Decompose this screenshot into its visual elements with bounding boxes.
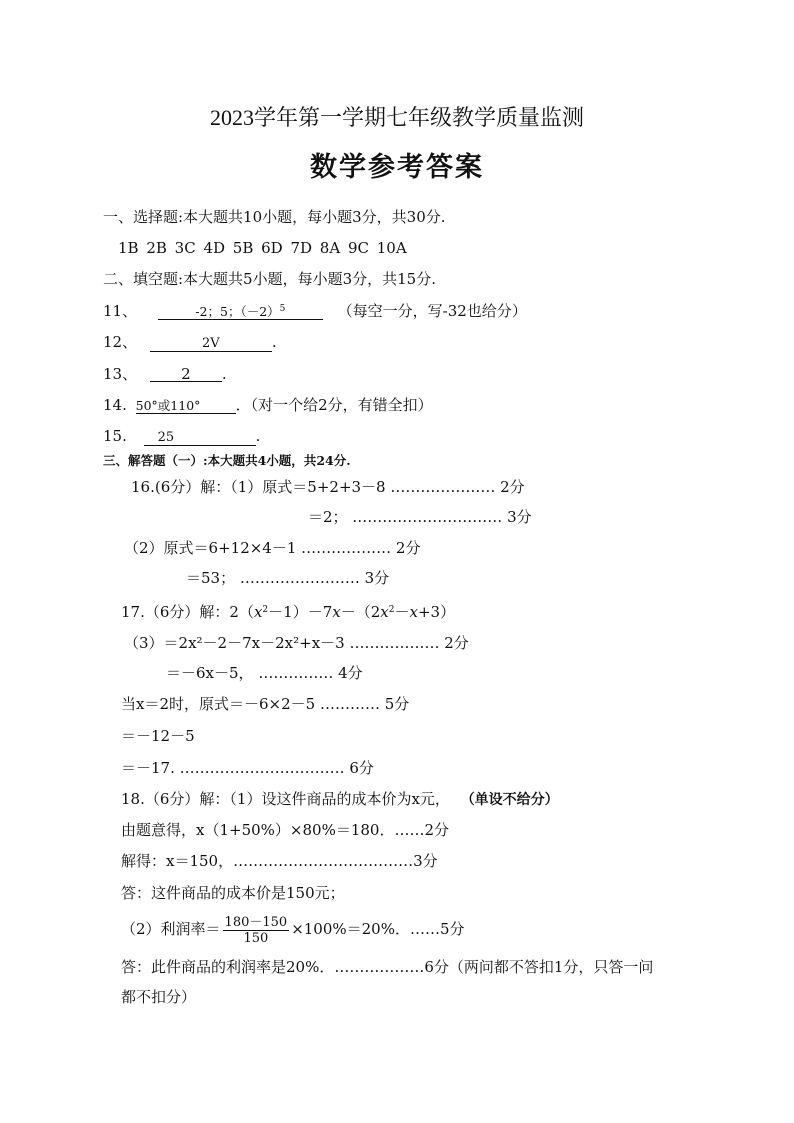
q15-answer: 25 [157,430,175,445]
q17-l1-exp2: 2 [388,605,395,615]
q17-l1-var4: x [409,603,418,621]
q13-answer-blank [150,364,222,382]
q16-line4: ＝53； …………………… 3分 [186,569,390,587]
q11-line [103,301,527,321]
section1-heading: 一、选择题:本大题共10小题，每小题3分，共30分. [103,208,446,226]
section3-heading: 三、解答题（一）:本大题共4小题，共24分. [103,453,351,468]
q17-l1-a: 17.（6分）解：2（ [121,603,254,621]
q17-l1-f: －（2 [340,603,381,621]
section1-answers: 1B 2B 3C 4D 5B 6D 7D 8A 9C 10A [118,239,407,257]
q17-line3: ＝－6x－5， …………… 4分 [166,664,363,682]
q18-fraction [223,915,290,946]
q13-number: 13、 [103,365,138,383]
q17-line6: ＝－17. …………………………… 6分 [121,759,374,777]
q14-number: 14. [103,396,127,414]
q11-answer-blank [158,302,323,320]
q15-answer-blank [144,428,256,446]
q17-l1-d: －1）－7 [268,603,333,621]
q14-line [103,395,433,415]
q16-line1: 16.(6分）解：（1）原式＝5+2+3－8 ………………… 2分 [131,478,525,496]
q18-line5-b: ×100%＝20%．……5分 [291,920,465,938]
q17-l1-var2: x [332,603,341,621]
q13-line [103,364,227,384]
q17-line1 [121,602,455,622]
q12-answer-blank [150,334,272,352]
q11-note: （每空一分，写-32也给分） [337,302,527,320]
q13-answer: 2 [181,365,191,383]
q14-answer: 50°或110° [135,398,201,413]
page-title: 2023学年第一学期七年级教学质量监测 [209,105,584,130]
q18-line6: 答：此件商品的利润率是20%．………………6分（两问都不答扣1分，只答一问 [121,958,654,976]
q18-line4: 答：这件商品的成本价是150元； [121,884,345,902]
q17-l1-var3: x [380,603,389,621]
section2-heading: 二、填空题:本大题共5小题，每小题3分，共15分. [103,270,436,288]
q13-period: . [221,365,227,383]
q17-l1-k: +3） [417,603,456,621]
q18-fraction-numerator: 180－150 [224,914,288,930]
q15-number: 15. [103,427,127,445]
q17-l1-var1: x [253,603,263,621]
q18-line3: 解得：x＝150，………………………………3分 [121,852,438,870]
q15-line [103,426,260,446]
q18-line1 [121,789,559,810]
q18-line1-text: 18.（6分）解：（1）设这件商品的成本价为x元， [121,790,450,808]
q15-period: . [255,427,261,445]
q17-line4: 当x＝2时，原式＝－6×2－5 ………… 5分 [121,695,410,713]
q11-answer: -2；5；（－2） [195,304,280,319]
q17-line2: （3）＝2x²－2－7x－2x²+x－3 ……………… 2分 [124,634,469,652]
q14-note: ．（对一个给2分，有错全扣） [235,396,433,414]
q17-line5: ＝－12－5 [121,727,195,745]
q18-bold-note: （单设不给分） [460,792,559,808]
q18-fraction-denominator: 150 [243,930,269,946]
q12-period: . [271,333,277,351]
q16-line3: （2）原式＝6+12×4－1 ……………… 2分 [124,539,421,557]
q16-line2: ＝2； ………………………… 3分 [308,508,532,526]
q18-line2: 由题意得，x（1+50%）×80%＝180．……2分 [121,821,449,839]
q17-l1-i: － [394,603,410,621]
q18-line5-a: （2）利润率＝ [121,920,221,938]
page-subtitle: 数学参考答案 [310,152,484,183]
q12-answer: 2V [202,336,220,351]
q11-number: 11、 [103,302,138,320]
q12-number: 12、 [103,333,138,351]
q18-line7: 都不扣分） [121,988,197,1006]
q11-exponent: 5 [279,304,286,314]
q17-l1-exp1: 2 [262,605,269,615]
q12-line [103,332,277,352]
q18-line5 [121,914,465,946]
q14-answer-blank [136,396,236,414]
